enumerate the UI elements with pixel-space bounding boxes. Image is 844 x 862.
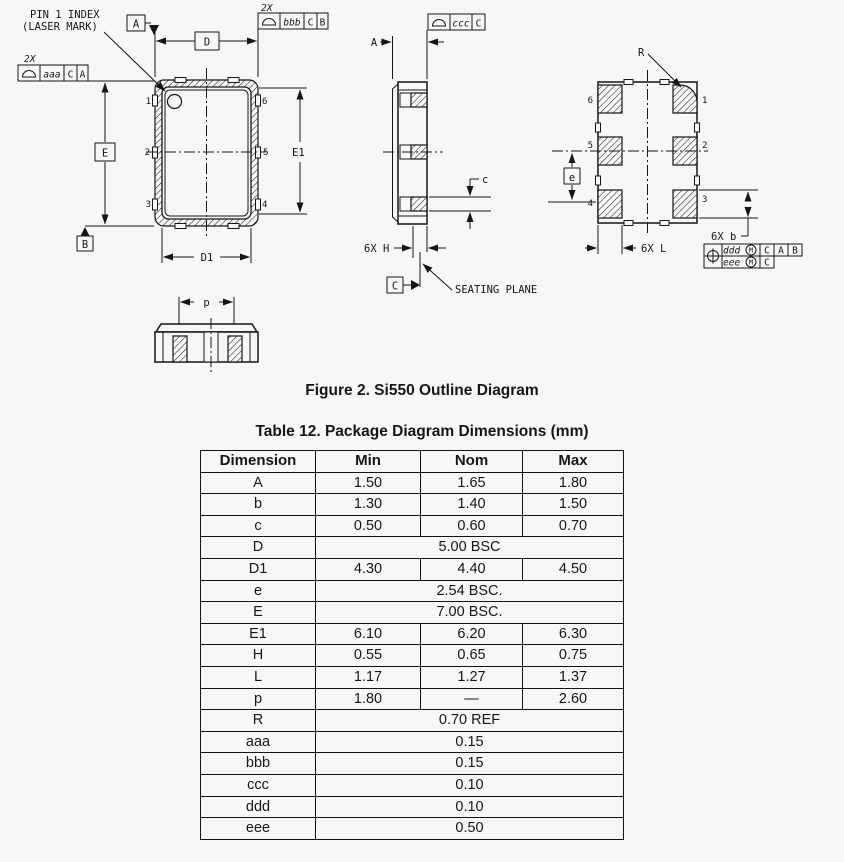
value-span-cell: 0.50 (316, 818, 624, 840)
dimension-cell: D1 (201, 558, 316, 580)
table-row (201, 623, 624, 645)
laser-mark-label: (LASER MARK) (22, 21, 98, 33)
datum-ref-label: A (778, 245, 784, 257)
dim-L (585, 225, 666, 255)
seating-plane-label: SEATING PLANE (455, 284, 538, 296)
min-cell: 6.10 (316, 623, 421, 645)
dim-e (548, 154, 596, 203)
nom-cell: 6.20 (421, 623, 523, 645)
datum-ref-label: B (792, 245, 798, 257)
max-cell: 4.50 (523, 558, 624, 580)
header-max: Max (523, 451, 624, 473)
value-span-cell: 0.10 (316, 796, 624, 818)
header-dimension: Dimension (201, 451, 316, 473)
datum-a-label: A (132, 18, 140, 31)
table-row (201, 666, 624, 688)
dim-H (364, 226, 446, 258)
dim-b (699, 190, 758, 243)
end-view-lid (156, 324, 257, 332)
qty-2x-label: 2X (261, 3, 273, 14)
datum-ref-label: C (764, 257, 770, 269)
profile-of-surface-icon (23, 71, 36, 78)
datum-c-label: C (391, 280, 399, 293)
min-cell: 1.80 (316, 688, 421, 710)
pin-number: 5 (587, 141, 593, 151)
max-cell: 0.75 (523, 645, 624, 667)
dim-p-label: p (203, 297, 210, 309)
min-cell: 1.50 (316, 472, 421, 494)
tolerance-ccc-label: ccc (452, 18, 470, 30)
mmc-modifier-icon (746, 257, 756, 267)
datum-triangle-icon (149, 25, 159, 35)
position-symbol-icon (706, 249, 721, 264)
value-span-cell: 0.70 REF (316, 710, 624, 732)
datum-ref-label: B (319, 17, 326, 29)
dim-A-label: A (370, 37, 378, 49)
pin-number: 5 (263, 148, 269, 158)
dimension-cell: c (201, 515, 316, 537)
table-row (201, 731, 624, 753)
datum-ref-label: A (79, 69, 86, 81)
top-view (145, 68, 269, 238)
dim-A (371, 30, 444, 79)
table-row (201, 818, 624, 840)
table-title: Table 12. Package Diagram Dimensions (mm) (255, 423, 589, 440)
dim-c (429, 174, 491, 229)
profile-of-surface-icon (433, 20, 446, 27)
pin-number: 6 (587, 96, 593, 106)
dim-D1-label: D1 (200, 252, 214, 264)
end-view (155, 297, 258, 372)
min-cell: 0.55 (316, 645, 421, 667)
end-view-pad (228, 336, 242, 362)
dimension-cell: R (201, 710, 316, 732)
dimension-cell: eee (201, 818, 316, 840)
table-row (201, 688, 624, 710)
datum-b-label: B (81, 239, 89, 251)
nom-cell: 0.65 (421, 645, 523, 667)
min-cell: 1.30 (316, 494, 421, 516)
fcf-position (704, 244, 802, 269)
mmc-modifier-icon (746, 245, 756, 255)
value-span-cell: 0.15 (316, 731, 624, 753)
value-span-cell: 0.10 (316, 774, 624, 796)
datum-ref-label: C (307, 17, 314, 29)
pin1-index-label: PIN 1 INDEX (30, 9, 100, 21)
pin-number: 2 (702, 141, 708, 151)
table-row (201, 537, 624, 559)
dim-c-label: c (482, 174, 489, 186)
dim-e-label: e (568, 172, 576, 184)
table-row (201, 753, 624, 775)
datum-b (77, 227, 93, 251)
pin1-index-mark (168, 95, 182, 109)
nom-cell: 4.40 (421, 558, 523, 580)
svg-text:M: M (748, 258, 754, 267)
svg-text:M: M (748, 246, 754, 255)
table-row (201, 515, 624, 537)
dimension-cell: p (201, 688, 316, 710)
bottom-view (552, 70, 708, 235)
datum-ref-label: C (475, 18, 482, 30)
dim-H-label: 6X H (364, 243, 390, 255)
nom-cell: 1.27 (421, 666, 523, 688)
pin-number: 4 (262, 200, 268, 210)
pin-number: 3 (145, 200, 151, 210)
table-row (201, 710, 624, 732)
nom-cell: 1.65 (421, 472, 523, 494)
min-cell: 4.30 (316, 558, 421, 580)
dim-E-label: E (101, 147, 109, 160)
max-cell: 1.37 (523, 666, 624, 688)
table-row (201, 472, 624, 494)
table-header-row (201, 451, 624, 473)
dim-D1 (162, 228, 251, 264)
dimension-cell: D (201, 537, 316, 559)
nom-cell: — (421, 688, 523, 710)
pin-number: 6 (262, 97, 268, 107)
max-cell: 1.80 (523, 472, 624, 494)
outline-diagram (0, 0, 844, 378)
max-cell: 6.30 (523, 623, 624, 645)
table-row (201, 558, 624, 580)
seating-plane (387, 252, 537, 296)
nom-cell: 1.40 (421, 494, 523, 516)
dimension-cell: ddd (201, 796, 316, 818)
header-min: Min (316, 451, 421, 473)
dimension-cell: aaa (201, 731, 316, 753)
pin-number: 4 (587, 199, 593, 209)
table-row (201, 796, 624, 818)
dim-D-label: D (203, 36, 211, 49)
dim-b-label: 6X b (711, 231, 737, 243)
fcf-bbb (258, 3, 328, 29)
dim-R-label: R (638, 47, 645, 59)
dimension-cell: H (201, 645, 316, 667)
table-row (201, 645, 624, 667)
value-span-cell: 5.00 BSC (316, 537, 624, 559)
pin-number: 1 (702, 96, 708, 106)
dimension-cell: e (201, 580, 316, 602)
datum-ref-label: C (764, 245, 770, 257)
datum-a (127, 15, 159, 35)
datum-triangle-icon (411, 280, 420, 290)
dimension-cell: E1 (201, 623, 316, 645)
min-cell: 1.17 (316, 666, 421, 688)
dimensions-table (200, 450, 624, 840)
table-row (201, 580, 624, 602)
table-row (201, 494, 624, 516)
max-cell: 0.70 (523, 515, 624, 537)
dimension-cell: bbb (201, 753, 316, 775)
end-view-pad (173, 336, 187, 362)
tolerance-eee-label: eee (723, 257, 741, 269)
pin-number: 1 (145, 97, 151, 107)
dimension-cell: E (201, 602, 316, 624)
fcf-aaa (18, 54, 88, 81)
dimension-cell: A (201, 472, 316, 494)
datum-triangle-icon (81, 227, 90, 236)
side-view (383, 82, 443, 224)
tolerance-aaa-label: aaa (43, 69, 61, 81)
dim-L-label: 6X L (641, 243, 667, 255)
figure-caption: Figure 2. Si550 Outline Diagram (305, 382, 539, 399)
nom-cell: 0.60 (421, 515, 523, 537)
min-cell: 0.50 (316, 515, 421, 537)
qty-2x-label: 2X (24, 54, 36, 65)
table-row (201, 602, 624, 624)
tolerance-bbb-label: bbb (283, 17, 301, 29)
header-nom: Nom (421, 451, 523, 473)
max-cell: 1.50 (523, 494, 624, 516)
datum-ref-label: C (67, 69, 74, 81)
tolerance-ddd-label: ddd (723, 245, 741, 257)
side-view-lid (393, 84, 399, 222)
table-row (201, 774, 624, 796)
pin-number: 3 (702, 195, 708, 205)
value-span-cell: 2.54 BSC. (316, 580, 624, 602)
dimension-cell: L (201, 666, 316, 688)
dimension-cell: ccc (201, 774, 316, 796)
profile-of-surface-icon (263, 19, 276, 26)
dim-E1-label: E1 (292, 147, 305, 159)
value-span-cell: 0.15 (316, 753, 624, 775)
fcf-ccc (428, 14, 485, 30)
value-span-cell: 7.00 BSC. (316, 602, 624, 624)
pin-number: 2 (144, 148, 150, 158)
dimension-cell: b (201, 494, 316, 516)
max-cell: 2.60 (523, 688, 624, 710)
